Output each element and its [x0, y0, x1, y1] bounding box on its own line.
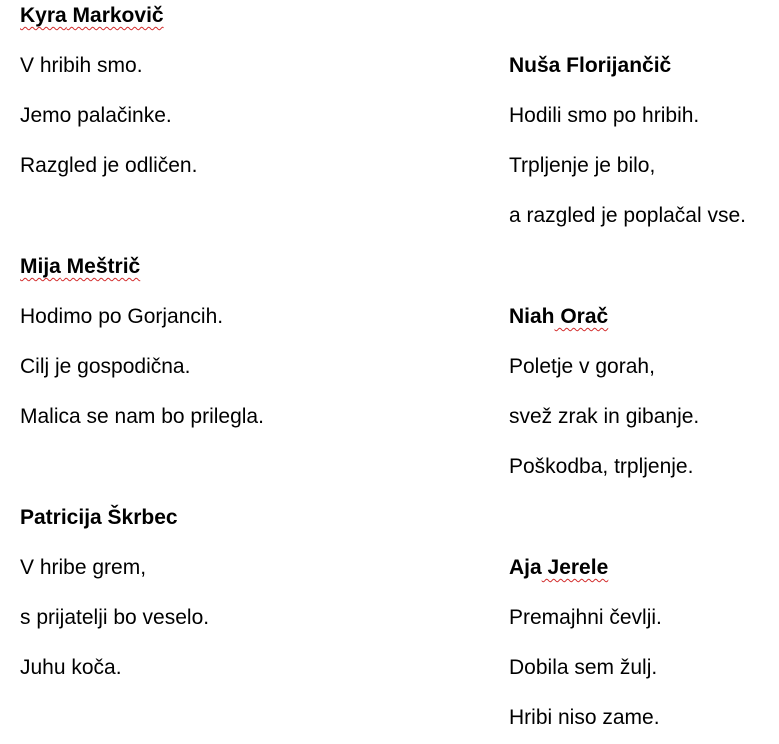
poem-line: s prijatelji bo veselo. — [20, 606, 210, 629]
poem-author — [509, 304, 608, 330]
poem-author — [20, 254, 140, 280]
poem-line: Hodili smo po hribih. — [509, 104, 700, 127]
poem-line: Hribi niso zame. — [509, 706, 660, 729]
poem-line: V hribe grem, — [20, 556, 147, 579]
poem-line: Jemo palačinke. — [20, 104, 172, 127]
poem-line: Poškodba, trpljenje. — [509, 455, 694, 478]
spellcheck-word: Orač — [554, 305, 609, 328]
poem-author: Patricija Škrbec — [20, 506, 178, 529]
poem-line: Cilj je gospodična. — [20, 355, 191, 378]
poem-author — [509, 555, 608, 581]
spellcheck-word: Kyra — [20, 4, 67, 27]
poem-line: a razgled je poplačal vse. — [509, 204, 746, 227]
poem-line: V hribih smo. — [20, 54, 143, 77]
poem-line: Razgled je odličen. — [20, 154, 198, 177]
poem-line: Poletje v gorah, — [509, 355, 655, 378]
author-first-name: Aja — [509, 556, 542, 579]
poem-line: Malica se nam bo prilegla. — [20, 405, 264, 428]
spellcheck-word: Mija — [20, 255, 61, 278]
poem-line: Hodimo po Gorjancih. — [20, 305, 224, 328]
poem-author — [20, 3, 164, 29]
poem-line: svež zrak in gibanje. — [509, 405, 700, 428]
poem-line: Premajhni čevlji. — [509, 606, 662, 629]
poem-author: Nuša Florijančič — [509, 54, 672, 77]
author-first-name: Niah — [509, 305, 555, 328]
spellcheck-word: Jerele — [541, 556, 609, 579]
poem-line: Juhu koča. — [20, 656, 122, 679]
spellcheck-word: Meštrič — [60, 255, 141, 278]
poem-line: Trpljenje je bilo, — [509, 154, 656, 177]
spellcheck-word: Markovič — [66, 4, 164, 27]
poem-line: Dobila sem žulj. — [509, 656, 658, 679]
